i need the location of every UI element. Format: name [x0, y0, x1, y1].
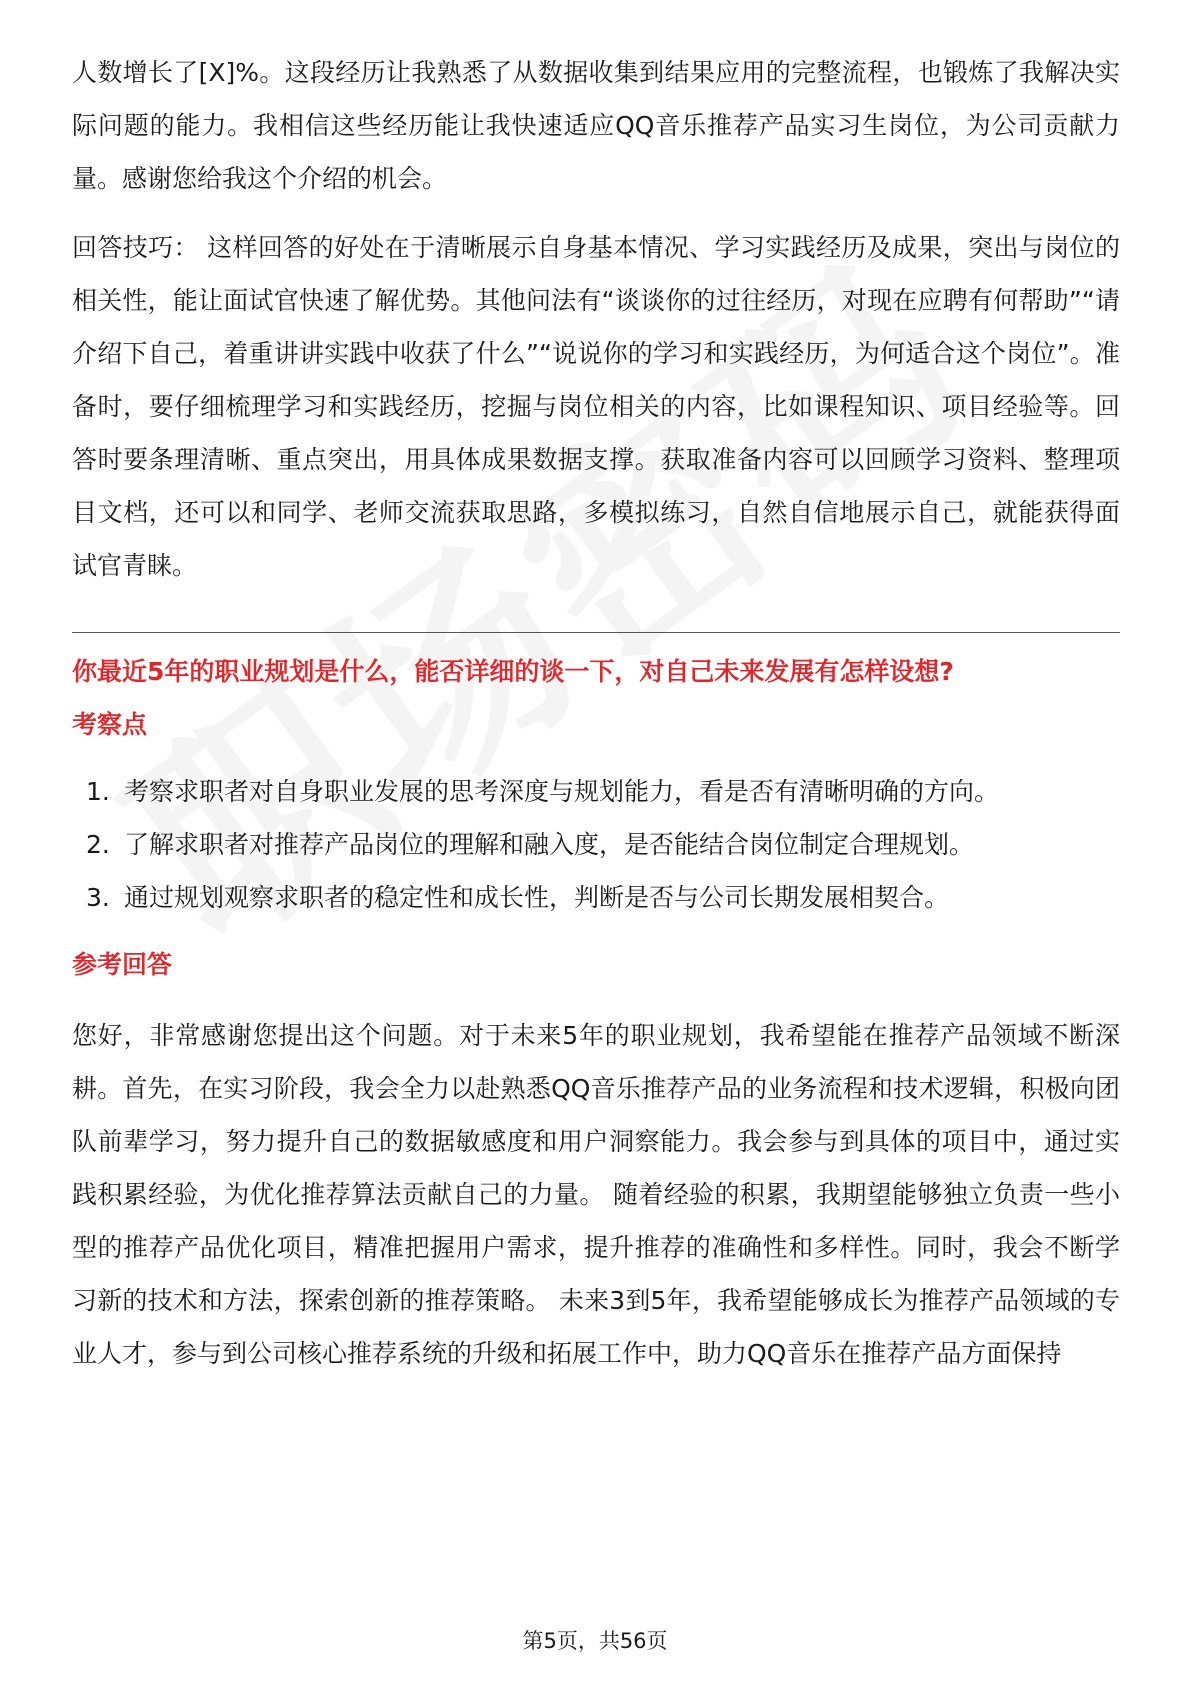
exam-point-item	[72, 871, 1120, 924]
answer-tips-paragraph: 回答技巧： 这样回答的好处在于清晰展示自身基本情况、学习实践经历及成果，突出与岗位的相关性，能让面试官快速了解优势。其他问法有“谈谈你的过往经历，对现在应聘有何帮助”“请介绍下自己，着重讲讲实践中收获了什么”“说说你的学习和实践经历，为何适合这个岗位”。准备时，要仔细梳理学习和实践经历，挖掘与岗位相关的内容，比如课程知识、项目经验等。回答时要条理清晰、重点突出，用具体成果数据支撑。获取准备内容可以回顾学习资料、整理项目文档，还可以和同学、老师交流获取思路，多模拟练习，自然自信地展示自己，就能获得面试官青睐。	[72, 233, 1120, 580]
exam-point-text: 了解求职者对推荐产品岗位的理解和融入度，是否能结合岗位制定合理规划。	[124, 830, 975, 859]
exam-points-list	[72, 765, 1120, 924]
exam-point-text: 通过规划观察求职者的稳定性和成长性，判断是否与公司长期发展相契合。	[124, 883, 950, 912]
page-content	[72, 46, 1120, 1380]
exam-point-number: 2.	[86, 830, 110, 859]
intro-paragraph: 人数增长了[X]%。这段经历让我熟悉了从数据收集到结果应用的完整流程，也锻炼了我解决实际问题的能力。我相信这些经历能让我快速适应QQ音乐推荐产品实习生岗位，为公司贡献力量。感谢您给我这个介绍的机会。	[72, 58, 1120, 193]
reference-answer-paragraph: 您好，非常感谢您提出这个问题。对于未来5年的职业规划，我希望能在推荐产品领域不断深耕。首先，在实习阶段，我会全力以赴熟悉QQ音乐推荐产品的业务流程和技术逻辑，积极向团队前辈学习，努力提升自己的数据敏感度和用户洞察能力。我会参与到具体的项目中，通过实践积累经验，为优化推荐算法贡献自己的力量。 随着经验的积累，我期望能够独立负责一些小型的推荐产品优化项目，精准把握用户需求，提升推荐的准确性和多样性。同时，我会不断学习新的技术和方法，探索创新的推荐策略。 未来3到5年，我希望能够成长为推荐产品领域的专业人才，参与到公司核心推荐系统的升级和拓展工作中，助力QQ音乐在推荐产品方面保持	[72, 1021, 1120, 1368]
question-title: 你最近5年的职业规划是什么，能否详细的谈一下，对自己未来发展有怎样设想?	[72, 657, 954, 686]
exam-point-number: 3.	[86, 883, 110, 912]
reference-answer-heading: 参考回答	[72, 950, 173, 979]
exam-point-number: 1.	[86, 777, 110, 806]
exam-point-item	[72, 765, 1120, 818]
exam-point-text: 考察求职者对自身职业发展的思考深度与规划能力，看是否有清晰明确的方向。	[124, 777, 1000, 806]
exam-points-heading: 考察点	[72, 710, 148, 739]
page-number-footer: 第5页，共56页	[522, 1629, 668, 1653]
section-divider	[72, 632, 1120, 633]
exam-point-item	[72, 818, 1120, 871]
